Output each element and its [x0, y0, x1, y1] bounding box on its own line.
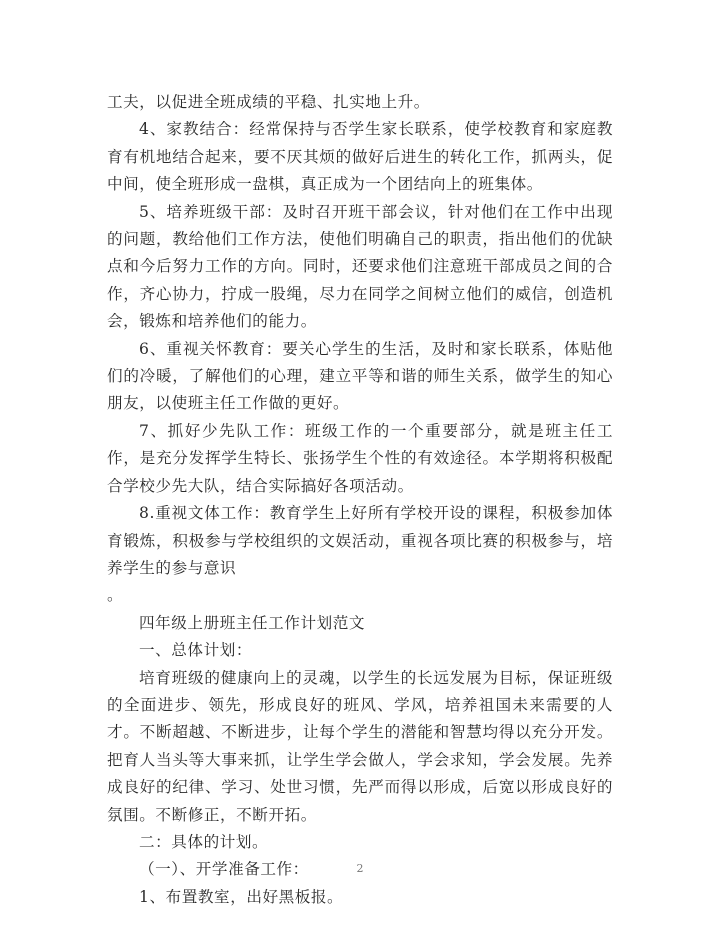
- paragraph-item-8-sports-arts: 8.重视文体工作：教育学生上好所有学校开设的课程，积极参加体育锻炼，积极参与学校组织的文娱活动，重视各项比赛的积极参与，培养学生的参与意识: [107, 504, 613, 577]
- page-number: 2: [356, 862, 364, 875]
- heading-overall-plan: 一、总体计划：: [139, 641, 253, 660]
- paragraph-continuation: 工夫，以促进全班成绩的平稳、扎实地上升。: [107, 93, 430, 111]
- paragraph-item-1-classroom: 1、布置教室，出好黑板报。: [139, 887, 344, 906]
- paragraph-overall-plan-body: 培育班级的健康向上的灵魂，以学生的长远发展为目标，保证班级的全面进步、领先，形成良好的班风、学风，培养祖国未来需要的人才。不断超越、不断进步，让每个学生的潜能和智慧均得以充分开发。把育人当头等大事来抓，让学生学会做人，学会求知，学会发展。先养成良好的纪律、学习、处世习惯，先严而得以形成，后宽以形成良好的氛围。不断修正，不断开拓。: [107, 668, 613, 824]
- heading-preparation-work: （一）、开学准备工作：: [139, 860, 309, 879]
- heading-specific-plan: 二：具体的计划。: [139, 832, 269, 851]
- document-page: [107, 89, 613, 911]
- paragraph-item-4-home-school: 4、家教结合：经常保持与否学生家长联系，使学校教育和家庭教育有机地结合起来，要不厌其烦的做好后进生的转化工作，抓两头，促中间，使全班形成一盘棋，真正成为一个团结向上的班集体。: [107, 120, 613, 194]
- section-title: 四年级上册班主任工作计划范文: [139, 613, 366, 632]
- paragraph-item-6-care-education: 6、重视关怀教育：要关心学生的生活，及时和家长联系，体贴他们的冷暖，了解他们的心理，建立平等和谐的师生关系，做学生的知心朋友，以使班主任工作做的更好。: [107, 339, 613, 413]
- paragraph-item-7-young-pioneers: 7、抓好少先队工作：班级工作的一个重要部分，就是班主任工作，是充分发挥学生特长、张扬学生个性的有效途径。本学期将积极配合学校少先大队，结合实际搞好各项活动。: [107, 421, 613, 495]
- paragraph-stray-period: 。: [107, 586, 124, 605]
- paragraph-item-5-class-cadres: 5、培养班级干部：及时召开班干部会议，针对他们在工作中出现的问题，教给他们工作方法，使他们明确自己的职责，指出他们的优缺点和今后努力工作的方向。同时，还要求他们注意班干部成员之间的合作，齐心协力，拧成一股绳，尽力在同学之间树立他们的威信，创造机会，锻炼和培养他们的能力。: [107, 202, 613, 331]
